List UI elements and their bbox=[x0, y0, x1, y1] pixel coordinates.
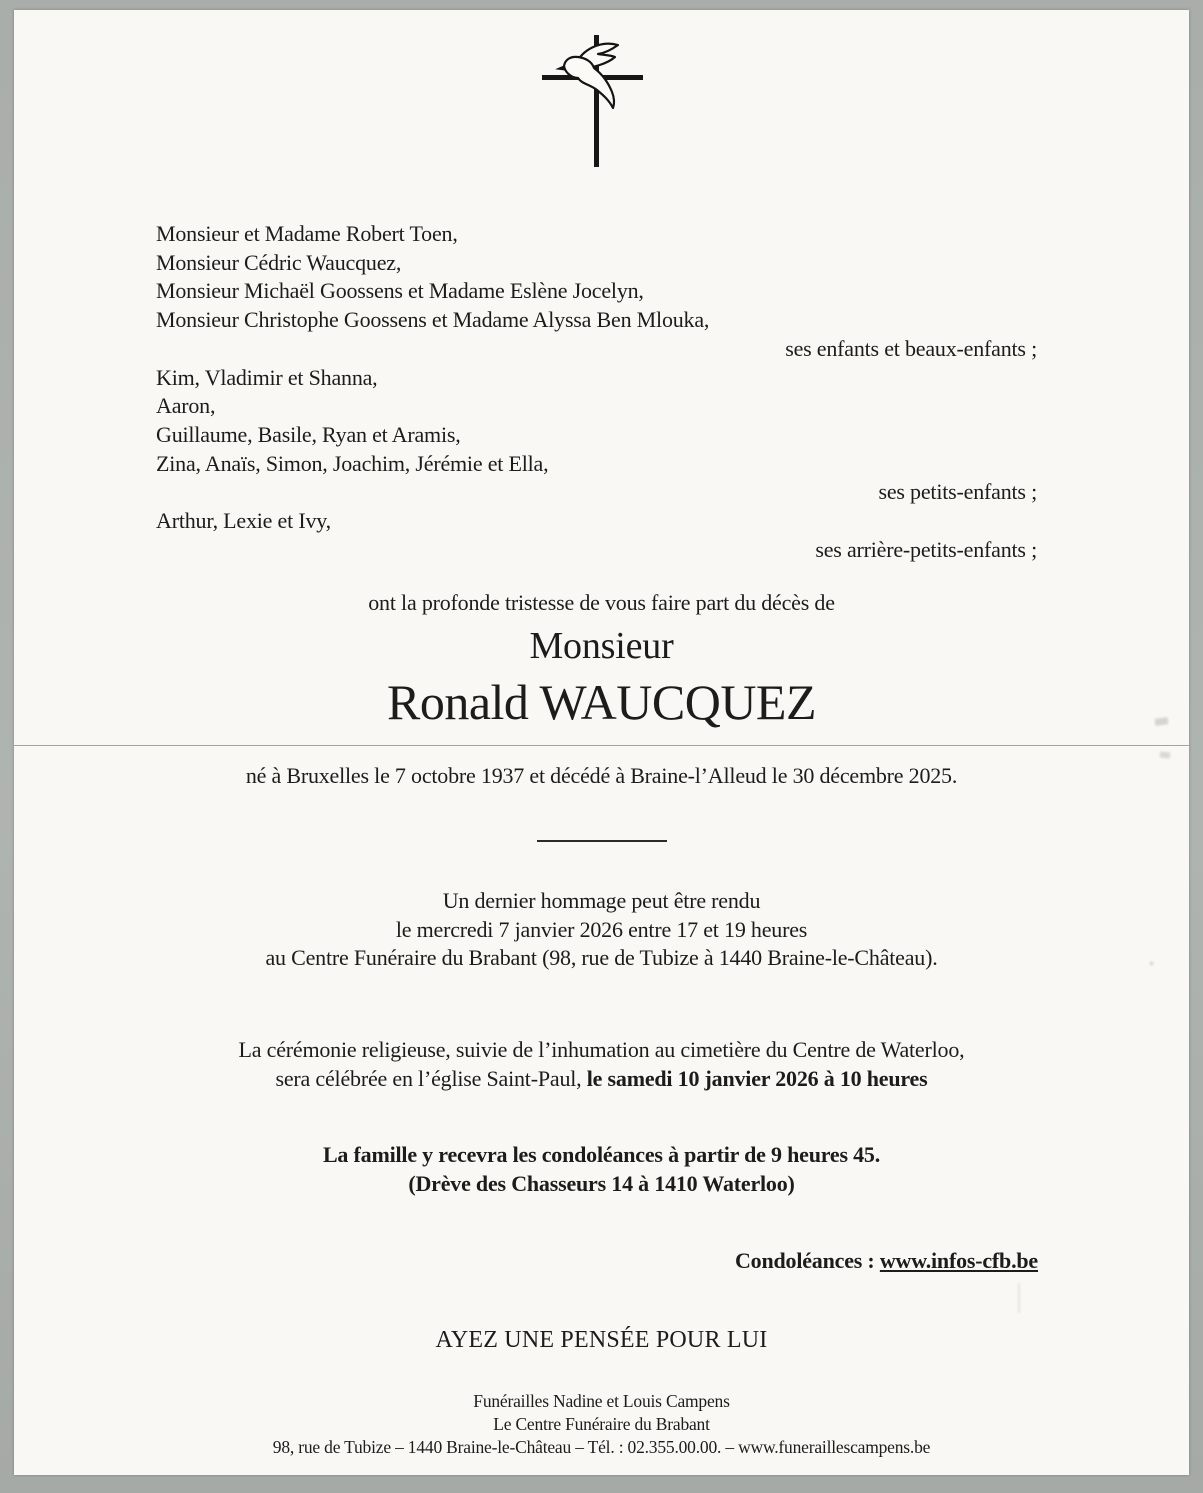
tribute-line: Un dernier hommage peut être rendu bbox=[442, 888, 761, 913]
announcement-intro: ont la profonde tristesse de vous faire part du décès de bbox=[368, 590, 835, 615]
ceremony-block bbox=[14, 1036, 1189, 1093]
funeral-home-name: Funérailles Nadine et Louis Campens bbox=[473, 1391, 730, 1411]
scan-smudge bbox=[1160, 751, 1171, 758]
condolences-line: La famille y recevra les condoléances à partir de 9 heures 45. bbox=[322, 1142, 881, 1167]
family-line: Arthur, Lexie et Ivy, bbox=[156, 508, 331, 534]
ceremony-line bbox=[14, 1065, 1189, 1094]
family-line: Monsieur et Madame Robert Toen, bbox=[156, 221, 458, 246]
closing-line: AYEZ UNE PENSÉE POUR LUI bbox=[435, 1327, 768, 1353]
online-condolences bbox=[14, 1247, 1189, 1276]
relation-label-great-grandchildren: ses arrière-petits-enfants ; bbox=[815, 536, 1037, 562]
family-line: Kim, Vladimir et Shanna, bbox=[156, 364, 378, 390]
condolences-block bbox=[14, 1141, 1189, 1198]
family-line: Guillaume, Basile, Ryan et Aramis, bbox=[156, 421, 461, 447]
tribute-line: le mercredi 7 janvier 2026 entre 17 et 19 heures bbox=[395, 916, 808, 942]
deceased-title: Monsieur bbox=[529, 625, 674, 667]
cross-dove-emblem bbox=[14, 10, 1189, 210]
funeral-home-center: Le Centre Funéraire du Brabant bbox=[493, 1414, 710, 1434]
family-line: Monsieur Christophe Goossens et Madame Alyssa Ben Mlouka, bbox=[156, 307, 710, 333]
ceremony-line: La cérémonie religieuse, suivie de l’inhumation au cimetière du Centre de Waterloo, bbox=[238, 1037, 965, 1062]
family-line: Monsieur Cédric Waucquez, bbox=[156, 249, 402, 275]
funeral-home-block bbox=[14, 1390, 1189, 1459]
scan-artifact-dot bbox=[1150, 962, 1153, 965]
section-divider bbox=[537, 840, 667, 842]
family-line: Zina, Anaïs, Simon, Joachim, Jérémie et Ella, bbox=[156, 450, 549, 476]
ceremony-datetime: le samedi 10 janvier 2026 à 10 heures bbox=[586, 1065, 928, 1091]
life-dates: né à Bruxelles le 7 octobre 1937 et décédé à Braine-l’Alleud le 30 décembre 2025. bbox=[245, 763, 958, 788]
scan-artifact-line bbox=[1018, 1283, 1020, 1313]
relation-label-grandchildren: ses petits-enfants ; bbox=[878, 479, 1037, 505]
funeral-home-address: 98, rue de Tubize – 1440 Braine-le-Château – Tél. : 02.355.00.00. – www.funeraillescampens.be bbox=[272, 1437, 931, 1457]
relation-label-children: ses enfants et beaux-enfants ; bbox=[785, 335, 1037, 361]
online-condolences-label: Condoléances : bbox=[734, 1248, 880, 1273]
family-line: Monsieur Michaël Goossens et Madame Eslène Jocelyn, bbox=[156, 278, 644, 304]
condolences-line: (Drève des Chasseurs 14 à 1410 Waterloo) bbox=[408, 1170, 795, 1196]
family-line: Aaron, bbox=[156, 393, 216, 419]
family-block bbox=[156, 220, 1189, 564]
dove-icon bbox=[552, 38, 636, 116]
tribute-block bbox=[14, 887, 1189, 973]
announcement-card bbox=[14, 10, 1189, 1475]
ceremony-line-regular: sera célébrée en l’église Saint-Paul, bbox=[275, 1065, 587, 1091]
deceased-name: Ronald WAUCQUEZ bbox=[386, 674, 817, 730]
fold-crease bbox=[14, 745, 1189, 746]
condolences-url: www.infos-cfb.be bbox=[879, 1248, 1038, 1273]
tribute-line: au Centre Funéraire du Brabant (98, rue de Tubize à 1440 Braine-le-Château). bbox=[265, 945, 938, 971]
